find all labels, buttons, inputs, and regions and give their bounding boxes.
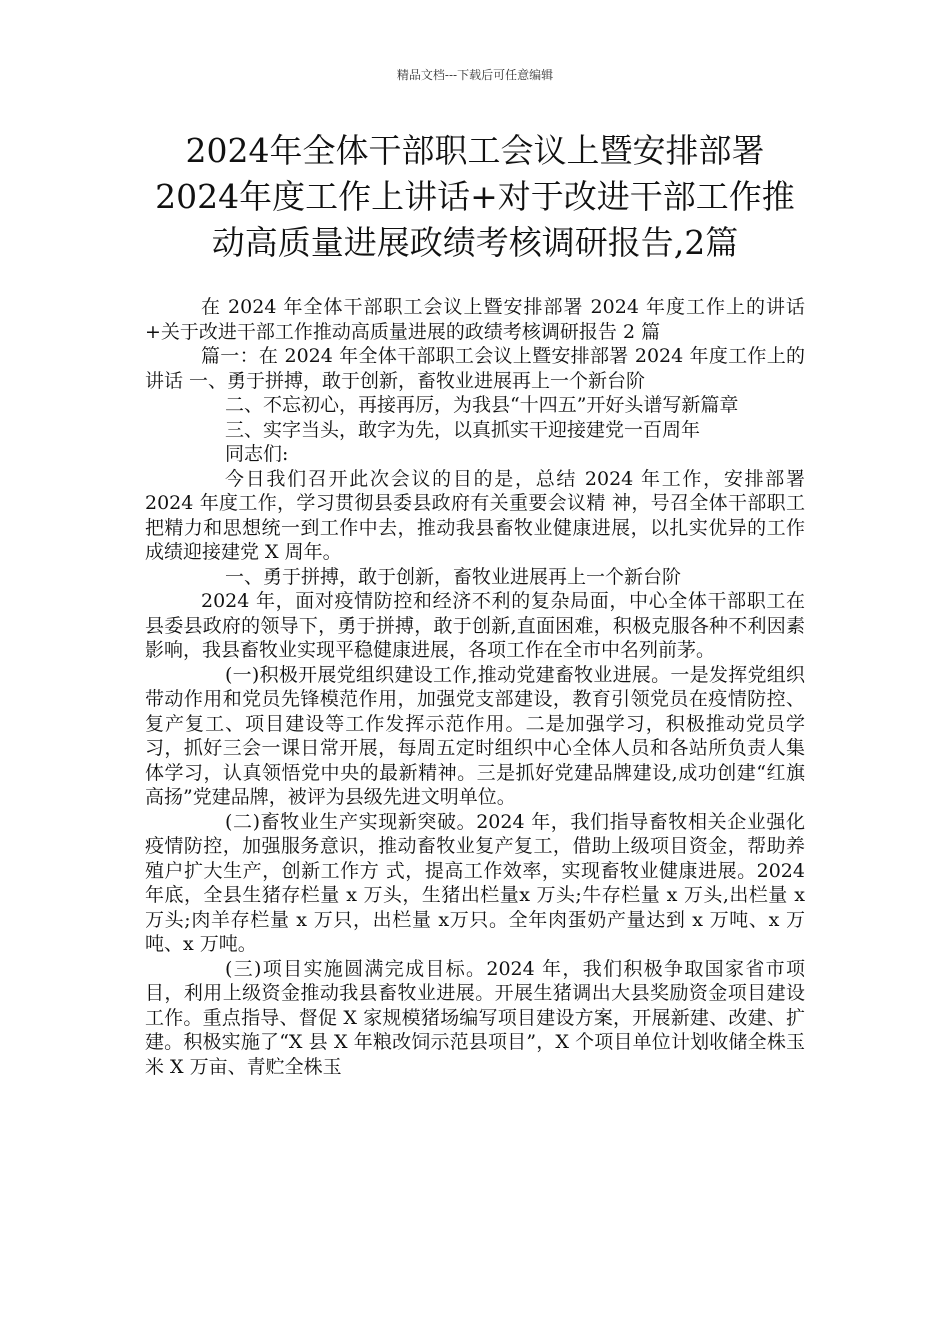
- section-heading-one: 一、勇于拼搏，敢于创新，畜牧业进展再上一个新台阶: [225, 565, 682, 588]
- outline-item-three: 三、实字当头，敢字为先，以真抓实干迎接建党一百周年: [225, 418, 701, 441]
- party-building-paragraph: (一)积极开展党组织建设工作,推动党建畜牧业进展。一是发挥党组织带动作用和党员先锋模范作用，加强党支部建设，教育引领党员在疫情防控、复产复工、项目建设等工作发挥示范作用。二是加强学习，积极推动党员学习，抓好三会一课日常开展，每周五定时组织中心全体人员和各站所负责人集体学习，认真领悟党中央的最新精神。三是抓好党建品牌建设,成功创建“红旗高扬”党建品牌，被评为县级先进文明单位。: [145, 663, 805, 808]
- outline-item-two: 二、不忘初心，再接再厉，为我县“十四五”开好头谱写新篇章: [225, 394, 739, 416]
- title-line-3: 动高质量进展政绩考核调研报告,2篇: [211, 223, 739, 262]
- section-one-heading: 篇一：在 2024 年全体干部职工会议上暨安排部署 2024 年度工作上的讲话 一、勇于拼搏，敢于创新，畜牧业进展再上一个新台阶: [145, 345, 805, 392]
- intro-paragraph: 在 2024 年全体干部职工会议上暨安排部署 2024 年度工作上的讲话+关于改进干部工作推动高质量进展的政绩考核调研报告 2 篇: [145, 296, 805, 343]
- production-paragraph: (二)畜牧业生产实现新突破。2024 年，我们指导畜牧相关企业强化疫情防控，加强服务意识，推动畜牧业复产复工，借助上级项目资金，帮助养殖户扩大生产，创新工作方 式，提高工作效率，实现畜牧业健康进展。2024 年底，全县生猪存栏量 x 万头，生猪出栏量x 万头;牛存栏量 x 万头,出栏量 x 万头;肉羊存栏量 x 万只，出栏量 x万只。全年肉蛋奶产量达到 x 万吨、x 万吨、x 万吨。: [145, 810, 805, 955]
- projects-paragraph: (三)项目实施圆满完成目标。2024 年，我们积极争取国家省市项目，利用上级资金推动我县畜牧业进展。开展生猪调出大县奖励资金项目建设工作。重点指导、督促 X 家规模猪场编写项目建设方案，开展新建、改建、扩建。积极实施了“X 县 X 年粮改饲示范县项目”，X 个项目单位计划收储全株玉米 X 万亩、青贮全株玉: [145, 957, 805, 1078]
- review-paragraph: 2024 年，面对疫情防控和经济不利的复杂局面，中心全体干部职工在县委县政府的领导下，勇于拼搏，敢于创新,直面困难，积极克服各种不利因素影响，我县畜牧业实现平稳健康进展，各项工作在全市中名列前茅。: [145, 590, 805, 661]
- meeting-purpose-paragraph: 今日我们召开此次会议的目的是，总结 2024 年工作，安排部署 2024 年度工作，学习贯彻县委县政府有关重要会议精 神，号召全体干部职工把精力和思想统一到工作中去，推动我县畜牧业健康进展，以扎实优异的工作成绩迎接建党 X 周年。: [145, 467, 805, 563]
- title-line-1: 2024年全体干部职工会议上暨安排部署: [185, 131, 765, 170]
- document-body: [145, 295, 805, 1079]
- title-line-2: 2024年度工作上讲话+对于改进干部工作推: [155, 177, 795, 216]
- salutation: 同志们:: [225, 443, 289, 465]
- page-header: 精品文档---下载后可任意编辑: [396, 68, 554, 82]
- document-title: [140, 128, 810, 266]
